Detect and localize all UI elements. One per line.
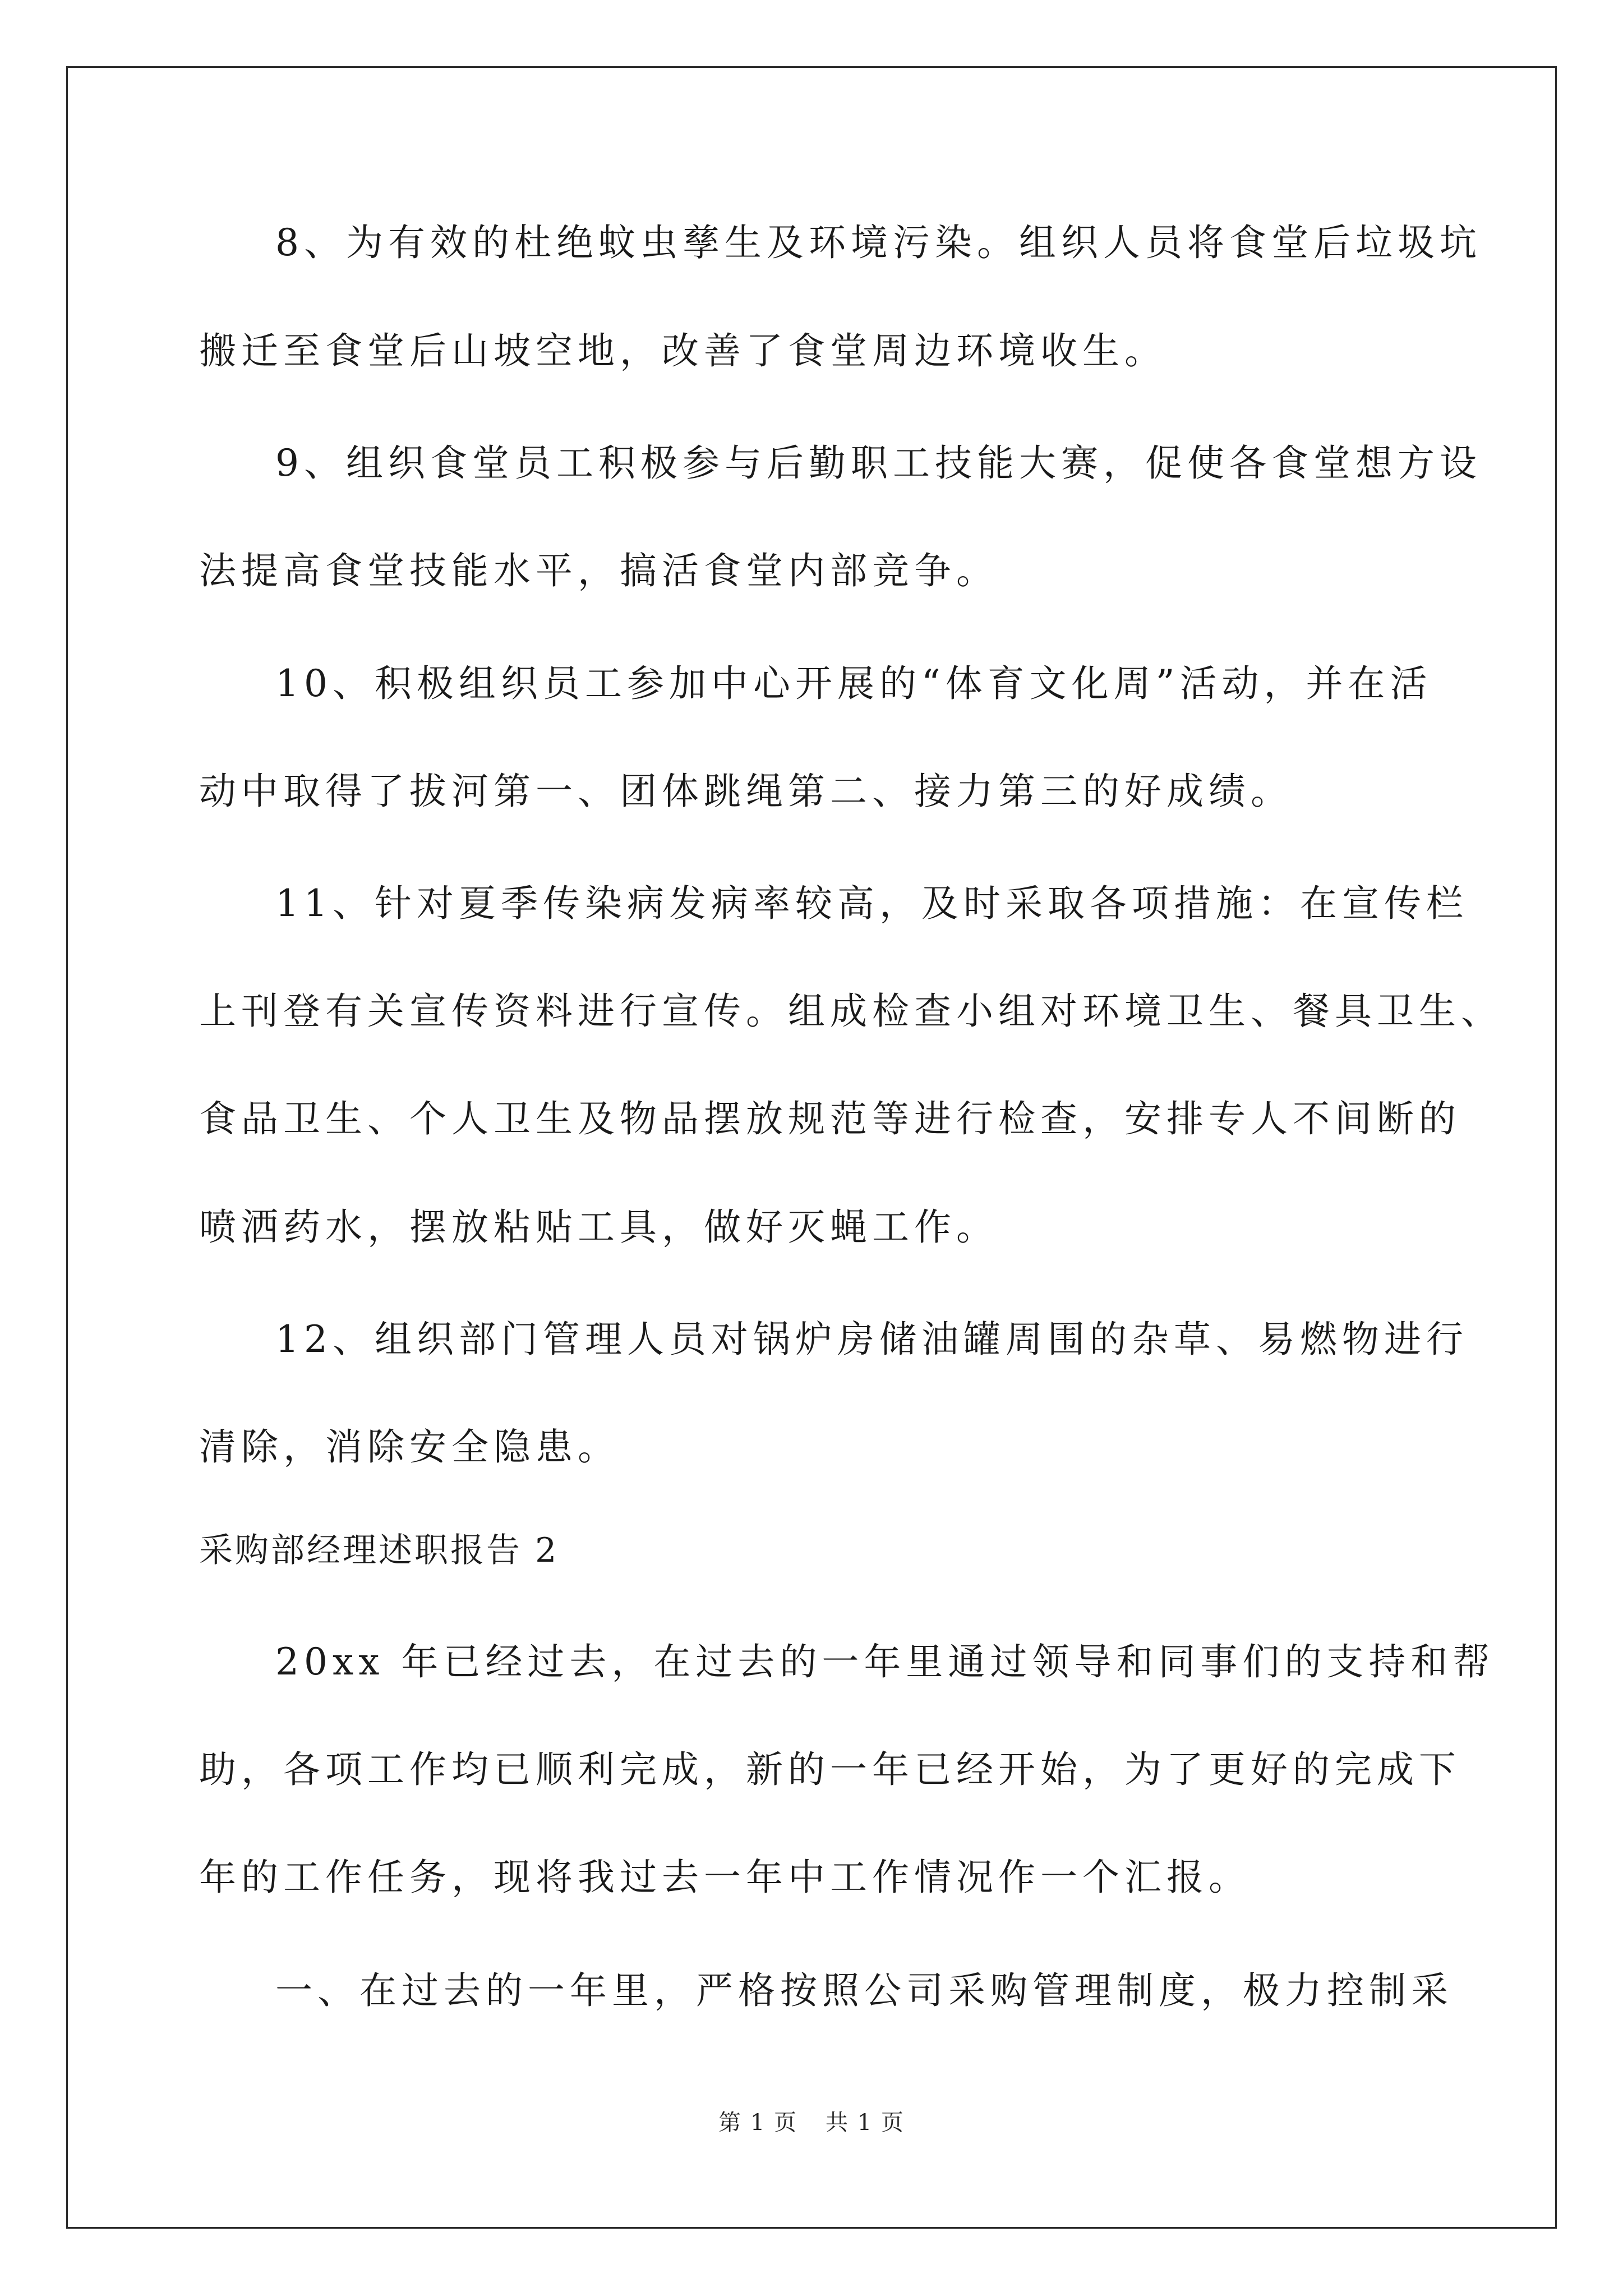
paragraph-line: 11、针对夏季传染病发病率较高，及时采取各项措施：在宣传栏 <box>275 882 1468 925</box>
paragraph-line: 上刊登有关宣传资料进行宣传。组成检查小组对环境卫生、餐具卫生、 <box>199 990 1503 1033</box>
paragraph-line: 8、为有效的杜绝蚊虫孳生及环境污染。组织人员将食堂后垃圾坑 <box>275 221 1482 264</box>
paragraph-line: 搬迁至食堂后山坡空地，改善了食堂周边环境收生。 <box>199 329 1166 372</box>
paragraph-line: 助，各项工作均已顺利完成，新的一年已经开始，为了更好的完成下 <box>199 1748 1461 1791</box>
paragraph-line: 喷洒药水，摆放粘贴工具，做好灭蝇工作。 <box>199 1205 998 1249</box>
paragraph-line: 12、组织部门管理人员对锅炉房储油罐周围的杂草、易燃物进行 <box>275 1318 1468 1361</box>
page-footer <box>0 2105 1623 2137</box>
paragraph-line: 10、积极组织员工参加中心开展的“体育文化周”活动，并在活 <box>275 662 1432 705</box>
paragraph-line: 一、在过去的一年里，严格按照公司采购管理制度，极力控制采 <box>275 1969 1453 2012</box>
page-total: 共 1 页 <box>826 2110 905 2136</box>
paragraph-line: 法提高食堂技能水平，搞活食堂内部竞争。 <box>199 549 998 592</box>
paragraph-line: 年的工作任务，现将我过去一年中工作情况作一个汇报。 <box>199 1856 1251 1899</box>
paragraph-line: 9、组织食堂员工积极参与后勤职工技能大赛，促使各食堂想方设 <box>275 441 1482 485</box>
paragraph-line: 动中取得了拔河第一、团体跳绳第二、接力第三的好成绩。 <box>199 770 1293 813</box>
paragraph-line: 食品卫生、个人卫生及物品摆放规范等进行检查，安排专人不间断的 <box>199 1097 1461 1140</box>
paragraph-line: 20xx 年已经过去，在过去的一年里通过领导和同事们的支持和帮 <box>275 1640 1495 1683</box>
page-number: 第 1 页 <box>718 2110 797 2136</box>
paragraph-line: 清除，消除安全隐患。 <box>199 1425 620 1469</box>
section-heading: 采购部经理述职报告 2 <box>199 1531 559 1570</box>
page-border <box>66 66 1557 2229</box>
